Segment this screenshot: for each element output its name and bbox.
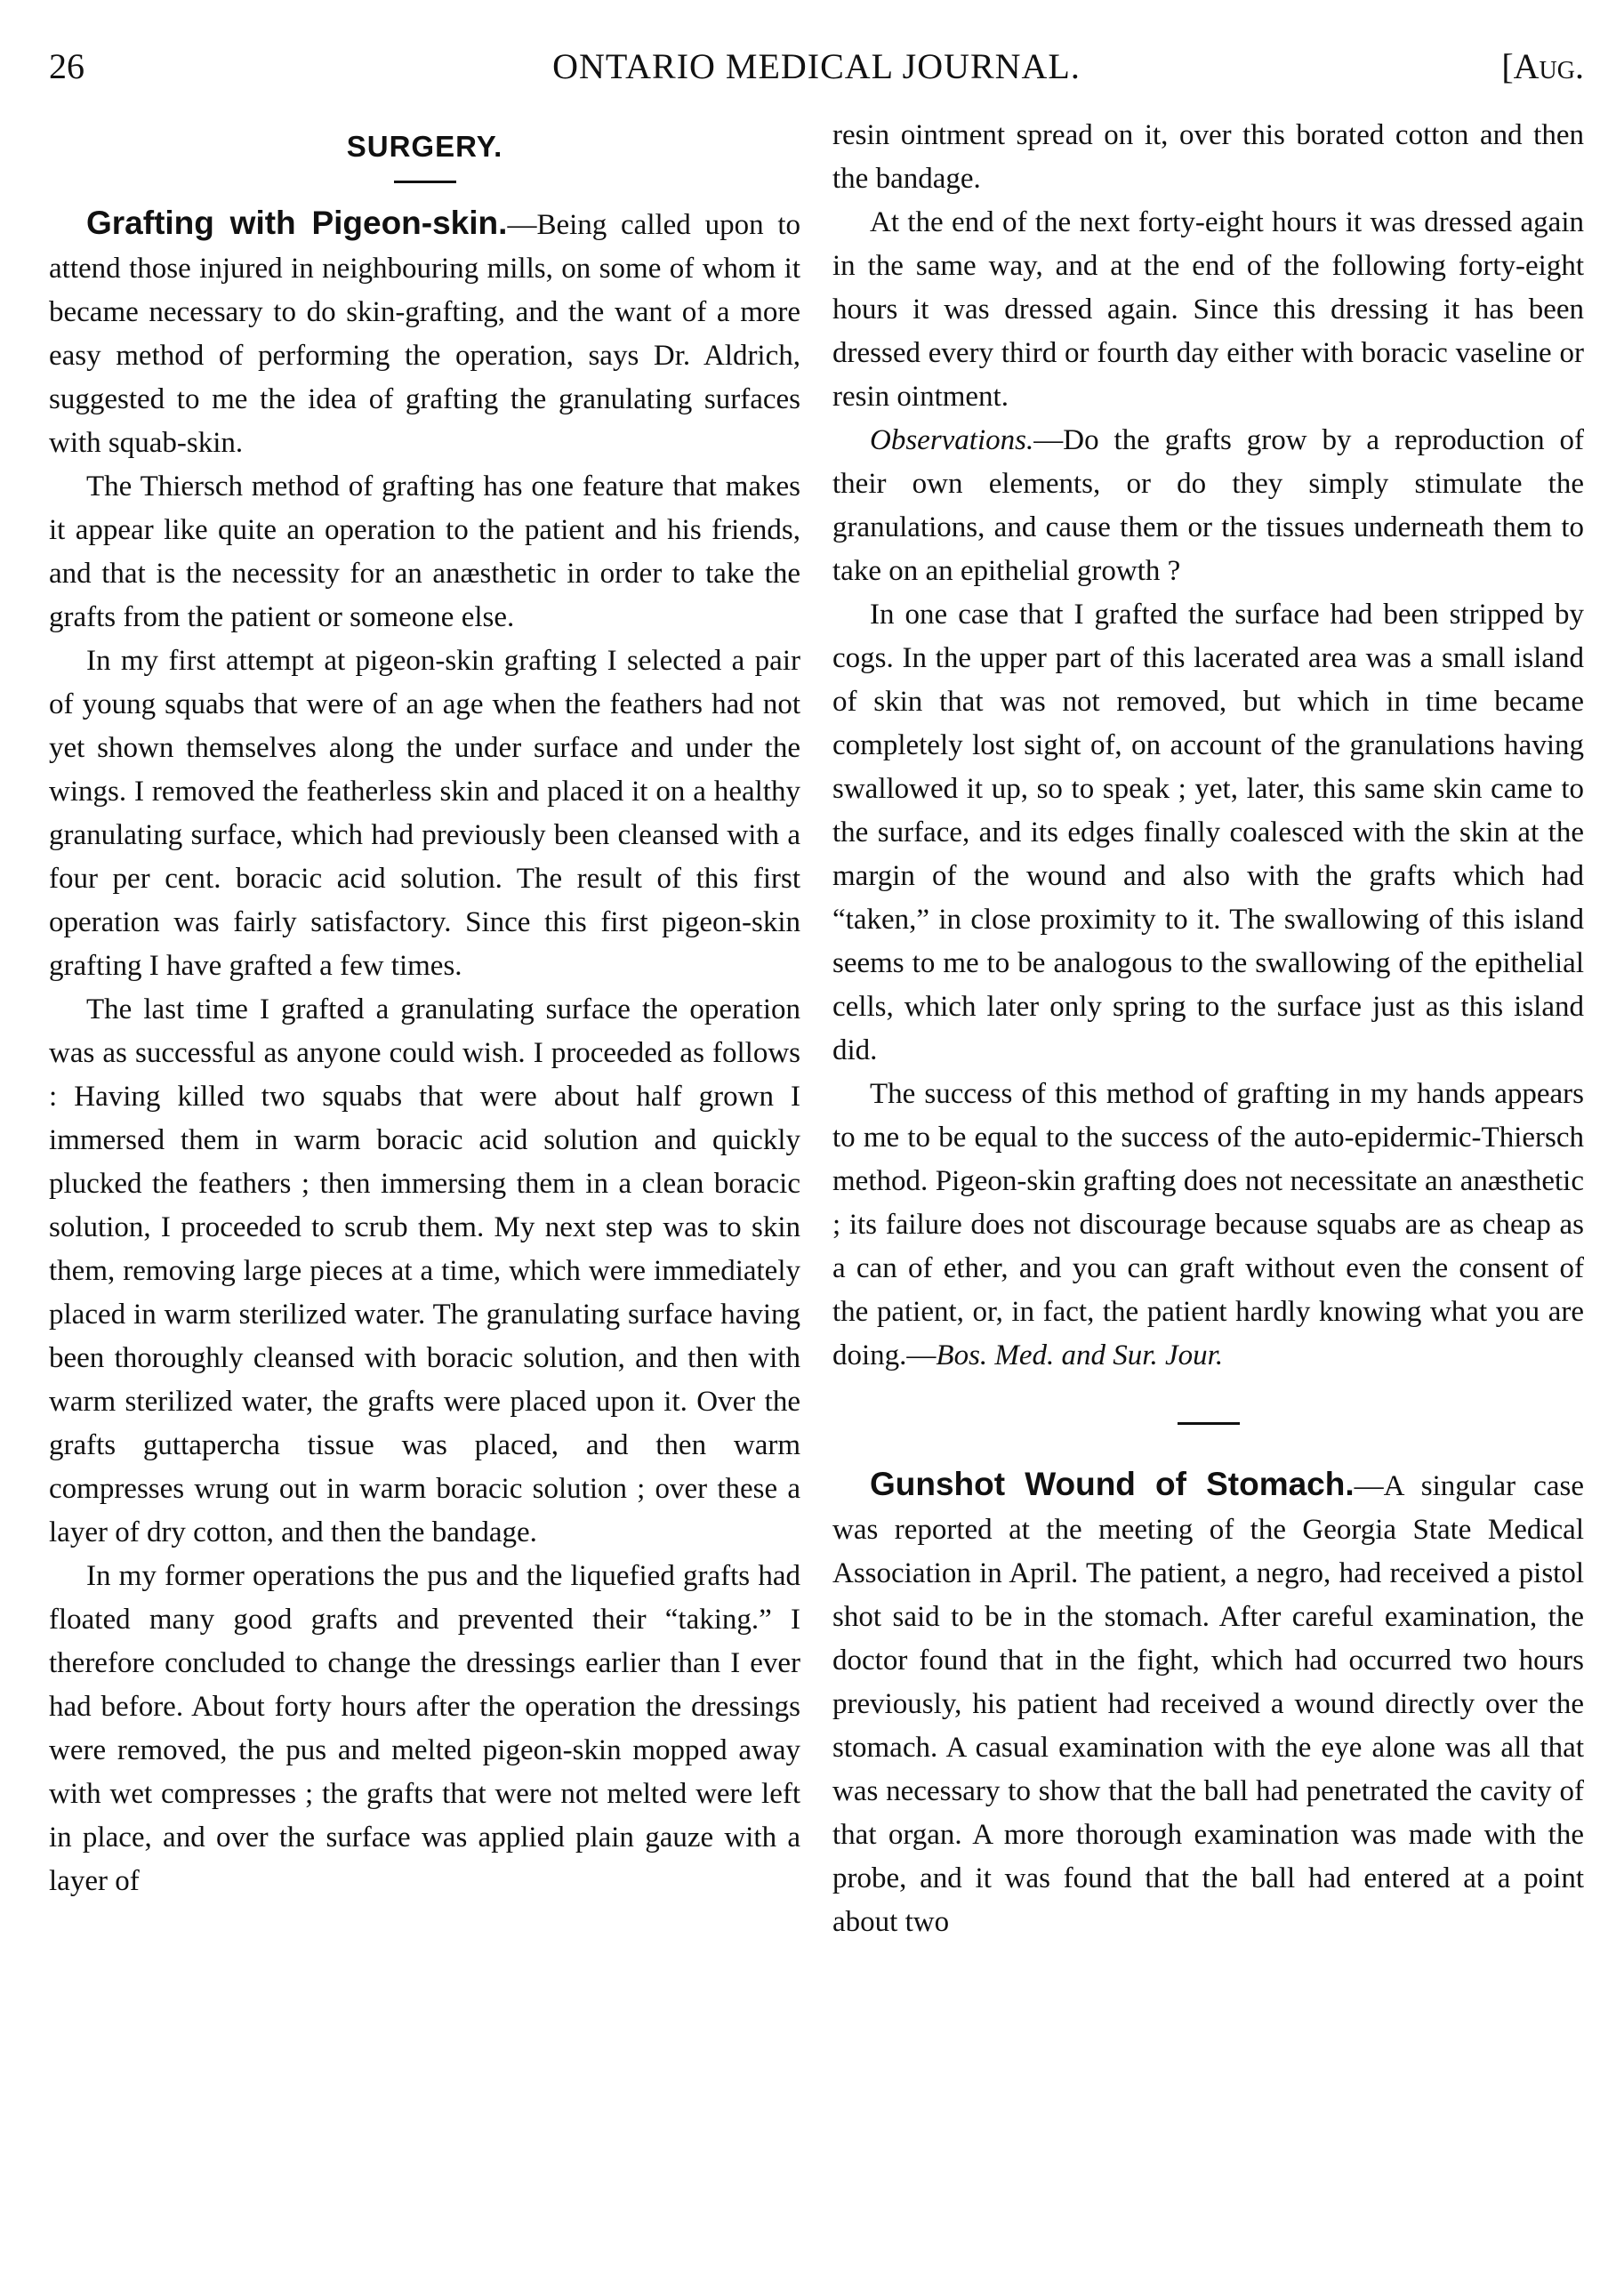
section-rule (394, 181, 456, 183)
article-paragraph-3: In my first attempt at pigeon-skin grafting I selected a pair of young squabs that were of an age when the feathers had not yet shown themselves along the under surface and under the wings. I removed the featherless skin and placed it on a healthy granulating surface, which had previously been cleansed with a four per cent. boracic acid solution. The result of this first operation was fairly satisfactory. Since this first pigeon-skin grafting I have grafted a few times. (49, 645, 800, 982)
paragraph-9-text: The success of this method of grafting in my hands appears to me to be equal to the success of the auto-epidermic-Thiersch method. Pigeon-skin grafting does not necessitate an anæsthetic ; its failure does not discourage because squabs are as cheap as a can of ether, and you can graft without even the consent of the patient, or, in fact, the patient hardly knowing what you are doing.— (832, 1078, 1584, 1371)
article-separator (1178, 1422, 1240, 1425)
article-paragraph-1 (49, 201, 800, 465)
journal-title: ONTARIO MEDICAL JOURNAL. (552, 46, 1081, 86)
observations-text: —Do the grafts grow by a reproduction of their own elements, or do they simply stimulate the granulations, and cause them or the tissues underneath them to take on an epithelial growth ? (832, 424, 1584, 587)
issue-month: [Aug. (1501, 46, 1584, 86)
paragraph-1-text: —Being called upon to attend those injured in neighbouring mills, on some of whom it became necessary to do skin-grafting, and the want of a more easy method of performing the operation, says Dr. Aldrich, suggested to me the idea of grafting the granulating surfaces with squab-skin. (49, 209, 800, 459)
article-paragraph-2: The Thiersch method of grafting has one feature that makes it appear like quite an operation to the patient and his friends, and that is the necessity for an anæsthetic in order to take the grafts from the patient or someone else. (49, 470, 800, 633)
continued-paragraph: resin ointment spread on it, over this borated cotton and then the bandage. (832, 119, 1584, 195)
running-head (49, 36, 1584, 98)
article-paragraph-5: In my former operations the pus and the liquefied grafts had floated many good grafts and prevented their “taking.” I therefore concluded to change the dressings earlier than I ever had before. About forty hours after the operation the dressings were removed, the pus and melted pigeon-skin mopped away with wet compresses ; the grafts that were not melted were left in place, and over the surface was applied plain gauze with a layer of (49, 1560, 800, 1897)
citation: Bos. Med. and Sur. Jour. (936, 1339, 1224, 1371)
left-column (49, 114, 800, 1944)
page-number: 26 (49, 46, 84, 86)
observations-paragraph (832, 419, 1584, 593)
second-article-text: —A singular case was reported at the meeting of the Georgia State Medical Association in April. The patient, a negro, had received a pistol shot said to be in the stomach. After careful examination, the doctor found that in the fight, which had occurred two hours previously, his patient had received a wound directly over the stomach. A casual examination with the eye alone was all that was necessary to show that the ball had penetrated the cavity of that organ. A more thorough examination was made with the probe, and it was found that the ball had entered at a point about two (832, 1470, 1585, 1938)
second-article-paragraph (832, 1462, 1584, 1944)
section-heading: SURGERY. (346, 130, 503, 163)
article-paragraph-8: In one case that I grafted the surface had been stripped by cogs. In the upper part of this lacerated area was a small island of skin that was not removed, but which in time became completely lost sight of, on account of the granulations having swallowed it up, so to speak ; yet, later, this same skin came to the surface, and its edges finally coalesced with the skin at the margin of the wound and also with the grafts which had “taken,” in close proximity to it. The swallowing of this island seems to me to be analogous to the swallowing of the epithelial cells, which later only spring to the surface just as this island did. (832, 599, 1584, 1066)
second-article-title: Gunshot Wound of Stomach. (870, 1466, 1355, 1502)
observations-label: Observations. (870, 424, 1034, 456)
article-title: Grafting with Pigeon-skin. (86, 205, 508, 241)
article-paragraph-9 (832, 1073, 1584, 1378)
journal-page (49, 36, 1584, 2259)
article-paragraph-6: At the end of the next forty-eight hours it was dressed again in the same way, and at the end of the following forty-eight hours it was dressed again. Since this dressing it has been dressed every third or fourth day either with boracic vaseline or resin ointment. (832, 206, 1584, 413)
two-column-body (49, 114, 1584, 1944)
article-paragraph-4: The last time I grafted a granulating surface the operation was as successful as anyone could wish. I proceeded as follows : Having killed two squabs that were about half grown I immersed them in warm boracic acid solution and quickly plucked the feathers ; then immersing them in a clean boracic solution, I proceeded to scrub them. My next step was to skin them, removing large pieces at a time, which were immediately placed in warm sterilized water. The granulating surface having been thoroughly cleansed with boracic solution, and then with warm sterilized water, the grafts were placed upon it. Over the grafts guttapercha tissue was placed, and then warm compresses wrung out in warm boracic solution ; over these a layer of dry cotton, and then the bandage. (49, 993, 800, 1548)
right-column (832, 114, 1584, 1944)
